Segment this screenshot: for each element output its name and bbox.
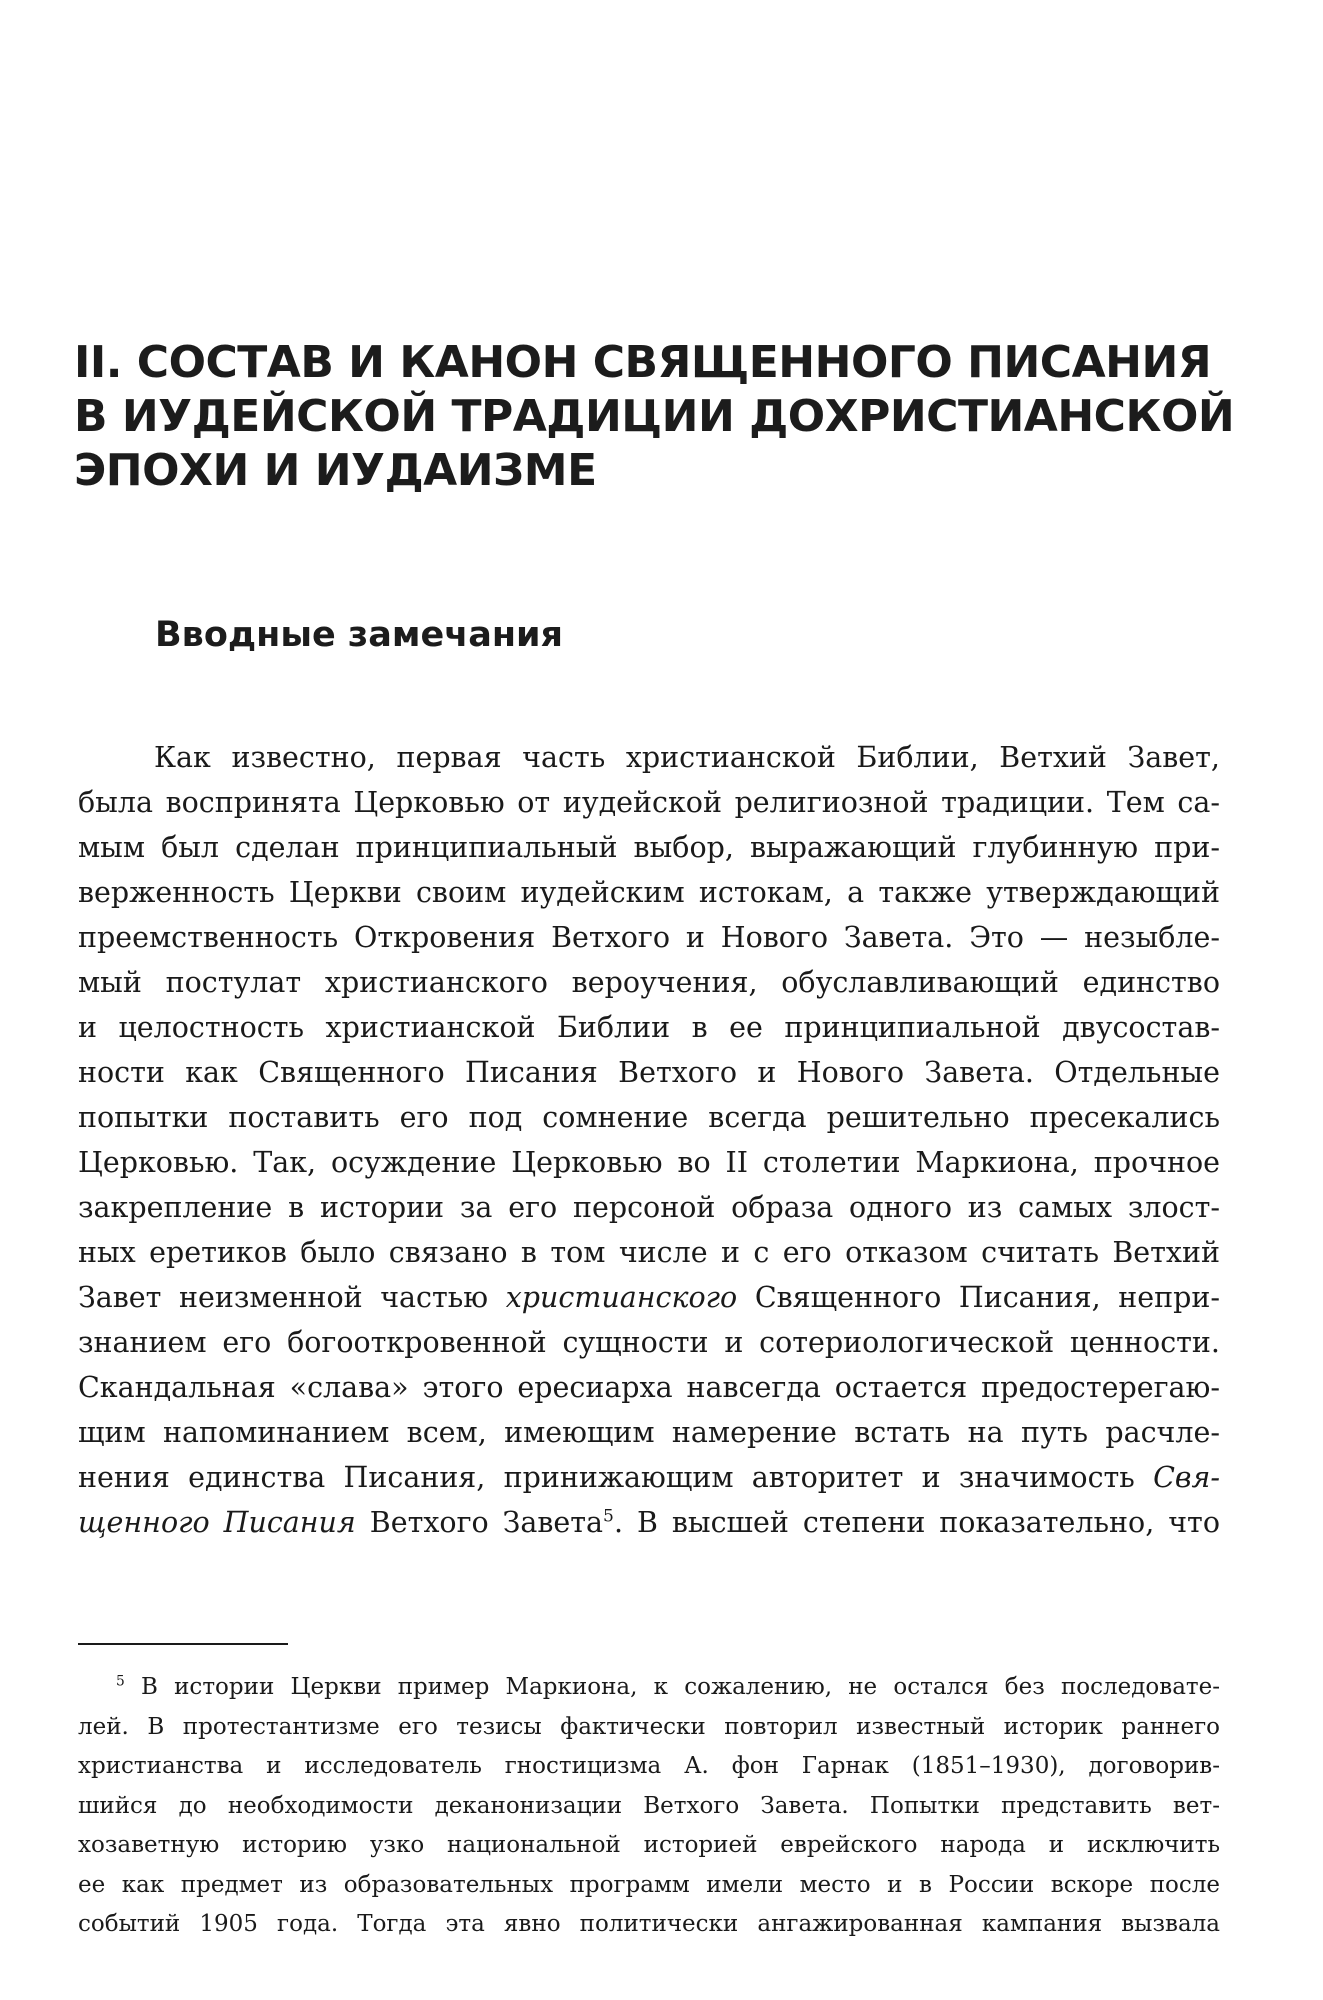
- chapter-title-line-3: ЭПОХИ И ИУДАИЗМЕ: [74, 445, 597, 496]
- body-text-fragment: Ветхого Завета: [369, 1506, 604, 1539]
- italic-emphasis: христианского: [505, 1281, 738, 1314]
- footnote-line: ее как предмет из образовательных программ имели место и в России вскоре после: [78, 1871, 1220, 1898]
- body-text-run: Священного Писания, непри-: [754, 1281, 1221, 1314]
- body-text-fragment: . В высшей степени показательно, что: [613, 1506, 1220, 1539]
- chapter-title-line-1: II. СОСТАВ И КАНОН СВЯЩЕННОГО ПИСАНИЯ: [74, 337, 1212, 388]
- body-paragraph: [78, 735, 1220, 1545]
- chapter-title: [74, 336, 1234, 498]
- footnote-marker: 5: [116, 1673, 125, 1690]
- italic-emphasis: Свя-: [1153, 1461, 1220, 1494]
- footnote-divider: [78, 1643, 288, 1645]
- body-line: была воспринята Церковью от иудейской религиозной традиции. Тем са-: [78, 786, 1220, 819]
- body-line: щим напоминанием всем, имеющим намерение встать на путь расчле-: [78, 1416, 1220, 1449]
- footnote-reference[interactable]: 5: [603, 1506, 614, 1527]
- body-text-run: нения единства Писания, принижающим авторитет и значимость: [78, 1461, 1135, 1494]
- body-line: Скандальная «слава» этого ересиарха навсегда остается предостерегаю-: [78, 1371, 1220, 1404]
- footnote-line: лей. В протестантизме его тезисы фактически повторил известный историк раннего: [78, 1713, 1220, 1740]
- body-line: закрепление в истории за его персоной образа одного из самых злост-: [78, 1191, 1220, 1224]
- body-line: мый постулат христианского вероучения, обуславливающий единство: [78, 966, 1220, 999]
- body-line: [78, 1275, 1220, 1320]
- body-line: и целостность христианской Библии в ее принципиальной двусостав-: [78, 1011, 1220, 1044]
- body-line: преемственность Откровения Ветхого и Нового Завета. Это — незыбле-: [78, 921, 1220, 954]
- footnote-line: шийся до необходимости деканонизации Ветхого Завета. Попытки представить вет-: [78, 1792, 1220, 1819]
- footnote-line: хозаветную историю узко национальной историей еврейского народа и исключить: [78, 1832, 1220, 1858]
- chapter-title-line-2: В ИУДЕЙСКОЙ ТРАДИЦИИ ДОХРИСТИАНСКОЙ: [74, 391, 1235, 442]
- section-title: Вводные замечания: [155, 615, 564, 655]
- body-line: знанием его богооткровенной сущности и сотериологической ценности.: [78, 1326, 1220, 1359]
- body-line: Как известно, первая часть христианской Библии, Ветхий Завет,: [154, 741, 1220, 774]
- footnote-line: христианства и исследователь гностицизма А. фон Гарнак (1851–1930), договорив-: [78, 1753, 1220, 1779]
- footnote: [78, 1668, 1220, 1945]
- footnote-line: событий 1905 года. Тогда эта явно политически ангажированная кампания вызвала: [78, 1911, 1220, 1937]
- body-line: Церковью. Так, осуждение Церковью во II столетии Маркиона, прочное: [78, 1146, 1220, 1179]
- footnote-text-run: В истории Церкви пример Маркиона, к сожалению, не остался без последовате-: [141, 1674, 1221, 1700]
- body-line: ности как Священного Писания Ветхого и Нового Завета. Отдельные: [78, 1056, 1220, 1089]
- body-line: [78, 1500, 1220, 1545]
- body-text-run: Завет неизменной частью: [78, 1281, 489, 1314]
- body-line: [78, 1455, 1220, 1500]
- italic-emphasis: щенного Писания: [78, 1506, 356, 1539]
- body-line: попытки поставить его под сомнение всегда решительно пресекались: [78, 1101, 1220, 1134]
- body-line: мым был сделан принципиальный выбор, выражающий глубинную при-: [78, 831, 1220, 864]
- body-line: ных еретиков было связано в том числе и с его отказом считать Ветхий: [78, 1236, 1220, 1269]
- body-line: верженность Церкви своим иудейским истокам, а также утверждающий: [78, 876, 1220, 909]
- body-text-run: [370, 1506, 1220, 1539]
- footnote-line: [78, 1668, 1220, 1708]
